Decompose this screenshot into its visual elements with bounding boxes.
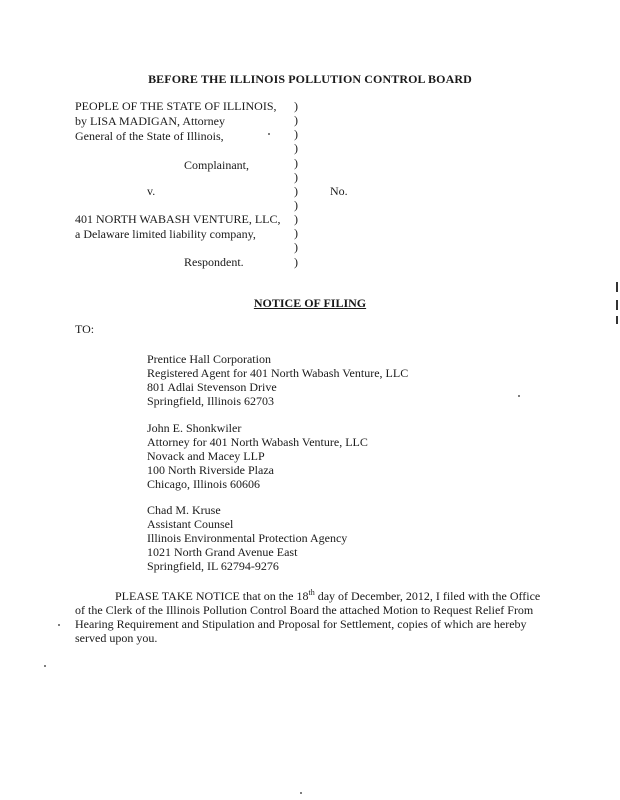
to-label: TO: xyxy=(75,322,95,336)
caption-paren: ) xyxy=(294,141,298,155)
scan-mark xyxy=(616,316,618,324)
respondent-role: Respondent. xyxy=(184,255,244,269)
recipient-line: Chad M. Kruse xyxy=(147,503,221,517)
recipient-line: Springfield, Illinois 62703 xyxy=(147,394,274,408)
ordinal-suffix: th xyxy=(308,588,315,597)
recipient-block xyxy=(147,421,368,491)
caption-paren: ) xyxy=(294,226,298,240)
notice-text-part-1: PLEASE TAKE NOTICE that on the 18 xyxy=(115,589,309,603)
caption-paren: ) xyxy=(294,99,298,113)
notice-of-filing-title: NOTICE OF FILING xyxy=(253,296,367,310)
recipient-line: Springfield, IL 62794-9276 xyxy=(147,559,279,573)
defendant-line-1: 401 NORTH WABASH VENTURE, LLC, xyxy=(75,212,281,226)
caption-paren: ) xyxy=(294,184,298,198)
recipient-line: Chicago, Illinois 60606 xyxy=(147,477,260,491)
caption-paren: ) xyxy=(294,170,298,184)
complainant-role: Complainant, xyxy=(184,158,249,172)
scan-dot xyxy=(58,624,60,626)
notice-text-part-2: day of December, 2012, I filed with the Office of the Clerk of the Illinois Pollution Control Board the attached Motion to Request Relief From Hearing Requirement and Stipulation and Proposal for Settlement, copies of which are hereby served upon you. xyxy=(75,589,541,645)
scan-dot xyxy=(44,665,46,667)
caption-paren: ) xyxy=(294,198,298,212)
scan-dot xyxy=(300,792,302,794)
recipient-line: Registered Agent for 401 North Wabash Venture, LLC xyxy=(147,366,409,380)
plaintiff-line-2: by LISA MADIGAN, Attorney xyxy=(75,114,225,128)
scan-dot xyxy=(518,395,520,397)
scan-mark xyxy=(616,282,618,292)
board-heading: BEFORE THE ILLINOIS POLLUTION CONTROL BOARD xyxy=(148,72,472,86)
recipient-line: Attorney for 401 North Wabash Venture, LLC xyxy=(147,435,368,449)
caption-paren: ) xyxy=(294,113,298,127)
case-number-label: No. xyxy=(330,184,348,198)
defendant-line-2: a Delaware limited liability company, xyxy=(75,227,256,241)
plaintiff-line-3: General of the State of Illinois, xyxy=(75,129,224,143)
caption-paren: ) xyxy=(294,255,298,269)
versus-label: v. xyxy=(147,184,156,198)
recipient-block xyxy=(147,352,408,408)
recipient-line: Novack and Macey LLP xyxy=(147,449,265,463)
recipient-line: 801 Adlai Stevenson Drive xyxy=(147,380,277,394)
recipient-line: Assistant Counsel xyxy=(147,517,234,531)
recipient-line: 100 North Riverside Plaza xyxy=(147,463,274,477)
recipient-line: 1021 North Grand Avenue East xyxy=(147,545,298,559)
caption-paren: ) xyxy=(294,212,298,226)
notice-paragraph xyxy=(75,586,545,645)
recipient-line: Prentice Hall Corporation xyxy=(147,352,271,366)
recipient-block xyxy=(147,503,347,573)
scan-dot xyxy=(268,133,270,135)
caption-paren: ) xyxy=(294,240,298,254)
recipient-line: John E. Shonkwiler xyxy=(147,421,242,435)
recipient-line: Illinois Environmental Protection Agency xyxy=(147,531,348,545)
plaintiff-line-1: PEOPLE OF THE STATE OF ILLINOIS, xyxy=(75,99,277,113)
scan-mark xyxy=(616,300,618,310)
caption-paren: ) xyxy=(294,156,298,170)
caption-paren: ) xyxy=(294,127,298,141)
